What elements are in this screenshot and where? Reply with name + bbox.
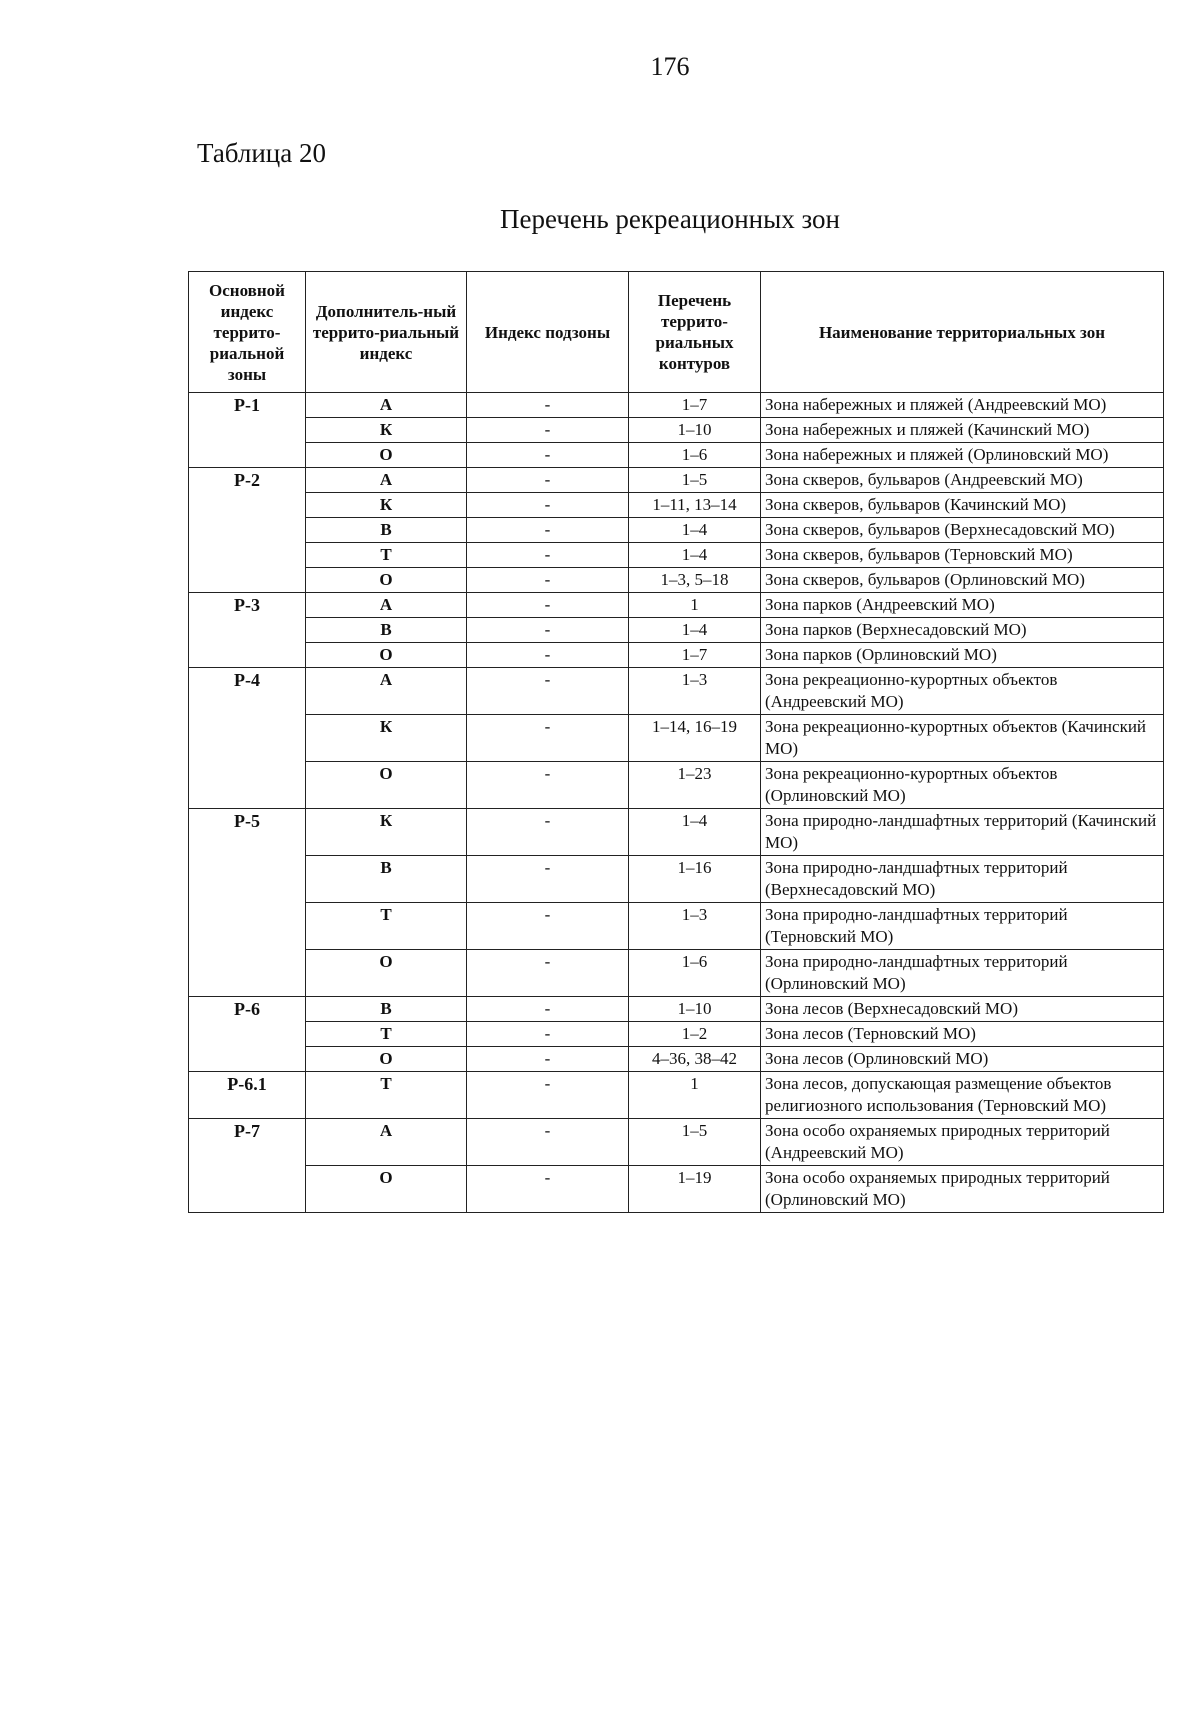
- contours-cell: 1–3: [629, 668, 761, 715]
- contours-cell: 1–4: [629, 518, 761, 543]
- zone-name-cell: Зона лесов (Верхнесадовский МО): [761, 997, 1164, 1022]
- additional-index-cell: О: [306, 762, 467, 809]
- subzone-index-cell: -: [467, 418, 629, 443]
- contours-cell: 1–6: [629, 443, 761, 468]
- table-row: [189, 568, 1164, 593]
- contours-cell: 1–3, 5–18: [629, 568, 761, 593]
- zone-name-cell: Зона особо охраняемых природных территорий (Андреевский МО): [761, 1119, 1164, 1166]
- zone-name-cell: Зона природно-ландшафтных территорий (Верхнесадовский МО): [761, 856, 1164, 903]
- main-index-cell: Р-4: [189, 668, 306, 809]
- additional-index-cell: Т: [306, 1072, 467, 1119]
- table-row: [189, 903, 1164, 950]
- additional-index-cell: Т: [306, 1022, 467, 1047]
- additional-index-cell: Т: [306, 543, 467, 568]
- header-zone-name: Наименование территориальных зон: [761, 272, 1164, 393]
- subzone-index-cell: -: [467, 543, 629, 568]
- header-subzone-index: Индекс подзоны: [467, 272, 629, 393]
- table-row: [189, 543, 1164, 568]
- subzone-index-cell: -: [467, 903, 629, 950]
- additional-index-cell: О: [306, 1166, 467, 1213]
- additional-index-cell: Т: [306, 903, 467, 950]
- header-contours: Перечень террито-риальных контуров: [629, 272, 761, 393]
- zone-name-cell: Зона природно-ландшафтных территорий (Терновский МО): [761, 903, 1164, 950]
- table-row: [189, 997, 1164, 1022]
- contours-cell: 1–5: [629, 468, 761, 493]
- zone-name-cell: Зона особо охраняемых природных территорий (Орлиновский МО): [761, 1166, 1164, 1213]
- additional-index-cell: К: [306, 418, 467, 443]
- subzone-index-cell: -: [467, 715, 629, 762]
- additional-index-cell: А: [306, 1119, 467, 1166]
- table-row: [189, 1119, 1164, 1166]
- contours-cell: 1–10: [629, 997, 761, 1022]
- contours-cell: 1–16: [629, 856, 761, 903]
- subzone-index-cell: -: [467, 809, 629, 856]
- main-index-cell: Р-1: [189, 393, 306, 468]
- additional-index-cell: О: [306, 643, 467, 668]
- table-row: [189, 809, 1164, 856]
- subzone-index-cell: -: [467, 950, 629, 997]
- additional-index-cell: К: [306, 809, 467, 856]
- subzone-index-cell: -: [467, 443, 629, 468]
- additional-index-cell: О: [306, 950, 467, 997]
- subzone-index-cell: -: [467, 468, 629, 493]
- subzone-index-cell: -: [467, 762, 629, 809]
- subzone-index-cell: -: [467, 593, 629, 618]
- zone-name-cell: Зона природно-ландшафтных территорий (Качинский МО): [761, 809, 1164, 856]
- table-row: [189, 418, 1164, 443]
- table-row: [189, 443, 1164, 468]
- zone-name-cell: Зона набережных и пляжей (Орлиновский МО): [761, 443, 1164, 468]
- zone-name-cell: Зона скверов, бульваров (Качинский МО): [761, 493, 1164, 518]
- subzone-index-cell: -: [467, 1047, 629, 1072]
- contours-cell: 1–2: [629, 1022, 761, 1047]
- subzone-index-cell: -: [467, 1072, 629, 1119]
- table-row: [189, 1022, 1164, 1047]
- contours-cell: 1–23: [629, 762, 761, 809]
- subzone-index-cell: -: [467, 856, 629, 903]
- contours-cell: 1–4: [629, 543, 761, 568]
- zone-name-cell: Зона скверов, бульваров (Орлиновский МО): [761, 568, 1164, 593]
- additional-index-cell: О: [306, 443, 467, 468]
- main-index-cell: Р-6: [189, 997, 306, 1072]
- contours-cell: 1–5: [629, 1119, 761, 1166]
- subzone-index-cell: -: [467, 1119, 629, 1166]
- subzone-index-cell: -: [467, 1166, 629, 1213]
- contours-cell: 1: [629, 593, 761, 618]
- table-header: [189, 272, 1164, 393]
- zone-name-cell: Зона скверов, бульваров (Верхнесадовский МО): [761, 518, 1164, 543]
- main-index-cell: Р-3: [189, 593, 306, 668]
- contours-cell: 4–36, 38–42: [629, 1047, 761, 1072]
- additional-index-cell: К: [306, 493, 467, 518]
- table-row: [189, 668, 1164, 715]
- zone-name-cell: Зона лесов, допускающая размещение объектов религиозного использования (Терновский МО): [761, 1072, 1164, 1119]
- additional-index-cell: А: [306, 468, 467, 493]
- subzone-index-cell: -: [467, 618, 629, 643]
- table-row: [189, 1072, 1164, 1119]
- zone-name-cell: Зона лесов (Терновский МО): [761, 1022, 1164, 1047]
- contours-cell: 1–4: [629, 809, 761, 856]
- contours-cell: 1–10: [629, 418, 761, 443]
- subzone-index-cell: -: [467, 393, 629, 418]
- table-row: [189, 715, 1164, 762]
- contours-cell: 1–7: [629, 643, 761, 668]
- additional-index-cell: О: [306, 1047, 467, 1072]
- zone-name-cell: Зона набережных и пляжей (Андреевский МО): [761, 393, 1164, 418]
- table-row: [189, 618, 1164, 643]
- header-additional-index: Дополнитель-ный террито-риальный индекс: [306, 272, 467, 393]
- main-index-cell: Р-6.1: [189, 1072, 306, 1119]
- zone-name-cell: Зона набережных и пляжей (Качинский МО): [761, 418, 1164, 443]
- table-row: [189, 493, 1164, 518]
- additional-index-cell: А: [306, 393, 467, 418]
- contours-cell: 1: [629, 1072, 761, 1119]
- main-index-cell: Р-5: [189, 809, 306, 997]
- contours-cell: 1–11, 13–14: [629, 493, 761, 518]
- contours-cell: 1–14, 16–19: [629, 715, 761, 762]
- table-row: [189, 762, 1164, 809]
- zone-name-cell: Зона рекреационно-курортных объектов (Андреевский МО): [761, 668, 1164, 715]
- subzone-index-cell: -: [467, 493, 629, 518]
- subzone-index-cell: -: [467, 643, 629, 668]
- table-title: Перечень рекреационных зон: [500, 204, 840, 234]
- additional-index-cell: В: [306, 856, 467, 903]
- subzone-index-cell: -: [467, 997, 629, 1022]
- table-row: [189, 643, 1164, 668]
- additional-index-cell: О: [306, 568, 467, 593]
- main-index-cell: Р-2: [189, 468, 306, 593]
- table-row: [189, 468, 1164, 493]
- table-row: [189, 518, 1164, 543]
- header-main-index: Основной индекс террито-риальной зоны: [189, 272, 306, 393]
- additional-index-cell: В: [306, 618, 467, 643]
- zone-name-cell: Зона парков (Андреевский МО): [761, 593, 1164, 618]
- contours-cell: 1–19: [629, 1166, 761, 1213]
- contours-cell: 1–7: [629, 393, 761, 418]
- table-row: [189, 393, 1164, 418]
- recreation-zones-table: [188, 271, 1164, 1213]
- additional-index-cell: А: [306, 593, 467, 618]
- table-label: Таблица 20: [197, 138, 326, 168]
- contours-cell: 1–3: [629, 903, 761, 950]
- table-row: [189, 593, 1164, 618]
- zone-name-cell: Зона парков (Орлиновский МО): [761, 643, 1164, 668]
- table-body: [189, 393, 1164, 1213]
- table-row: [189, 856, 1164, 903]
- main-index-cell: Р-7: [189, 1119, 306, 1213]
- table-row: [189, 950, 1164, 997]
- subzone-index-cell: -: [467, 1022, 629, 1047]
- subzone-index-cell: -: [467, 568, 629, 593]
- page-number: 176: [650, 52, 690, 81]
- zone-name-cell: Зона лесов (Орлиновский МО): [761, 1047, 1164, 1072]
- zone-name-cell: Зона рекреационно-курортных объектов (Орлиновский МО): [761, 762, 1164, 809]
- contours-cell: 1–6: [629, 950, 761, 997]
- additional-index-cell: В: [306, 997, 467, 1022]
- table-row: [189, 1166, 1164, 1213]
- zone-name-cell: Зона скверов, бульваров (Андреевский МО): [761, 468, 1164, 493]
- zone-name-cell: Зона парков (Верхнесадовский МО): [761, 618, 1164, 643]
- subzone-index-cell: -: [467, 668, 629, 715]
- contours-cell: 1–4: [629, 618, 761, 643]
- subzone-index-cell: -: [467, 518, 629, 543]
- additional-index-cell: К: [306, 715, 467, 762]
- table-row: [189, 1047, 1164, 1072]
- zone-name-cell: Зона рекреационно-курортных объектов (Качинский МО): [761, 715, 1164, 762]
- additional-index-cell: В: [306, 518, 467, 543]
- additional-index-cell: А: [306, 668, 467, 715]
- zone-name-cell: Зона скверов, бульваров (Терновский МО): [761, 543, 1164, 568]
- zone-name-cell: Зона природно-ландшафтных территорий (Орлиновский МО): [761, 950, 1164, 997]
